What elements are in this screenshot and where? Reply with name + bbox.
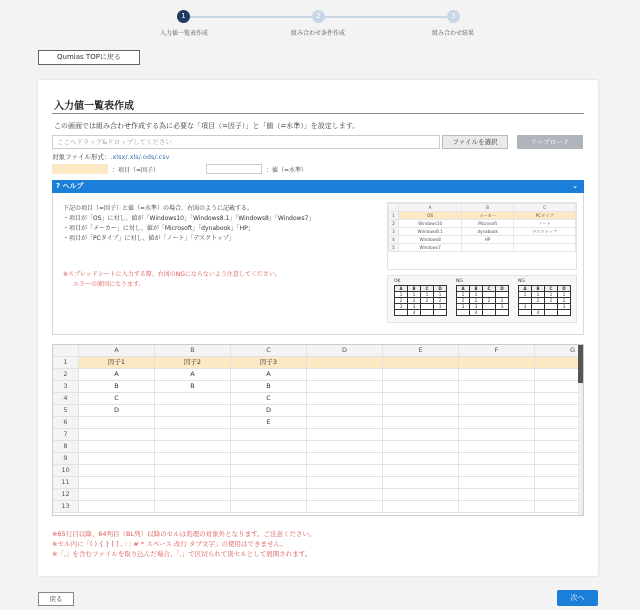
sheet-cell[interactable]: A	[79, 369, 155, 381]
back-button[interactable]: 戻る	[38, 592, 74, 606]
notes	[52, 529, 316, 559]
help-line: ・項目が「PCタイプ」に対し、値が「ノート」「デスクトップ」	[63, 235, 235, 242]
step-1-circle: 1	[177, 10, 190, 23]
step-2-circle: 2	[312, 10, 325, 23]
example-cell	[462, 244, 514, 252]
example-cell: ノート	[513, 220, 575, 228]
sheet-cell[interactable]	[231, 441, 307, 453]
sheet-cell[interactable]	[307, 453, 383, 465]
sheet-cell[interactable]	[307, 429, 383, 441]
ok-ng-cell: 1	[532, 292, 545, 298]
formats-value: .xlsx/.xls/.ods/.csv	[110, 153, 170, 161]
ok-ng-cell: A	[519, 286, 532, 292]
ok-ng-cell: D	[434, 286, 447, 292]
sheet-cell[interactable]	[79, 441, 155, 453]
value-legend-label: ：値（=水準）	[266, 167, 308, 174]
sheet-cell[interactable]	[231, 465, 307, 477]
ok-ng-cell: 2	[545, 298, 558, 304]
sheet-cell[interactable]	[155, 405, 231, 417]
ok-ng-cell: 3	[434, 304, 447, 310]
column-header[interactable]: D	[307, 345, 383, 357]
sheet-cell[interactable]	[79, 465, 155, 477]
sheet-cell[interactable]	[383, 453, 459, 465]
ok-ng-cell: D	[558, 286, 571, 292]
ng-example-2	[518, 279, 572, 316]
example-cell: Windows10	[399, 220, 462, 228]
ok-ng-cell: 1	[457, 292, 470, 298]
item-legend-label: ：項目（=因子）	[112, 167, 160, 174]
value-swatch	[206, 164, 262, 174]
sheet-cell[interactable]	[307, 501, 383, 513]
ok-ng-cell	[457, 310, 470, 316]
sheet-cell[interactable]	[535, 417, 584, 429]
ok-ng-cell: 2	[558, 298, 571, 304]
sheet-cell[interactable]	[155, 489, 231, 501]
ok-ng-cell: 4	[532, 310, 545, 316]
sheet-cell[interactable]	[535, 405, 584, 417]
sheet-cell[interactable]	[459, 477, 535, 489]
sheet-cell[interactable]	[307, 465, 383, 477]
row-header[interactable]: 4	[53, 393, 79, 405]
example-col-header: C	[513, 204, 575, 212]
ok-ng-cell: 2	[395, 298, 408, 304]
sheet-cell[interactable]: A	[155, 369, 231, 381]
file-formats	[52, 152, 169, 161]
example-col-header: A	[399, 204, 462, 212]
sheet-cell[interactable]	[459, 405, 535, 417]
ok-ng-cell: C	[483, 286, 496, 292]
progress-stepper	[0, 8, 640, 38]
ng-table	[456, 285, 509, 316]
sheet-cell[interactable]	[79, 429, 155, 441]
ok-ng-row	[395, 310, 447, 316]
row-header[interactable]: 11	[53, 477, 79, 489]
sheet-cell[interactable]	[535, 429, 584, 441]
ok-label: OK	[394, 279, 401, 284]
ok-ng-cell: A	[395, 286, 408, 292]
cell-legend	[52, 164, 352, 175]
column-header[interactable]: C	[231, 345, 307, 357]
example-row-number: 1	[389, 212, 399, 220]
select-file-button[interactable]: ファイルを選択	[442, 135, 508, 149]
ok-ng-cell: 4	[408, 310, 421, 316]
sheet-cell[interactable]: A	[231, 369, 307, 381]
title-divider	[52, 113, 584, 114]
sheet-cell[interactable]	[383, 405, 459, 417]
sheet-cell[interactable]	[307, 477, 383, 489]
ok-ng-cell	[519, 310, 532, 316]
ok-ng-cell	[395, 310, 408, 316]
ng-table	[518, 285, 571, 316]
sheet-cell[interactable]	[459, 453, 535, 465]
sheet-cell[interactable]	[231, 453, 307, 465]
sheet-cell[interactable]	[459, 501, 535, 513]
step-1-label: 入力値一覧表作成	[159, 30, 209, 37]
step-2-label: 組み合わせ条件作成	[290, 30, 346, 37]
sheet-cell[interactable]	[155, 477, 231, 489]
column-header[interactable]: E	[383, 345, 459, 357]
ok-ng-cell: 1	[421, 292, 434, 298]
sheet-cell[interactable]	[155, 441, 231, 453]
ok-ng-cell: 1	[395, 292, 408, 298]
item-swatch	[52, 164, 108, 174]
sheet-cell[interactable]	[459, 429, 535, 441]
row-header[interactable]: 10	[53, 465, 79, 477]
example-cell: PCタイプ	[513, 212, 575, 220]
sheet-cell[interactable]	[155, 417, 231, 429]
sheet-cell[interactable]	[535, 465, 584, 477]
example-cell	[513, 244, 575, 252]
next-button[interactable]: 次へ	[557, 590, 598, 606]
sheet-cell[interactable]	[155, 453, 231, 465]
ok-ng-examples	[387, 275, 577, 323]
sheet-cell[interactable]	[459, 393, 535, 405]
example-row-number: 2	[389, 220, 399, 228]
help-title: ヘルプ	[62, 182, 84, 190]
sheet-cell[interactable]	[231, 501, 307, 513]
sheet-cell[interactable]	[231, 489, 307, 501]
sheet-cell[interactable]	[459, 381, 535, 393]
sheet-cell[interactable]: B	[231, 381, 307, 393]
sheet-cell[interactable]	[383, 489, 459, 501]
sheet-cell[interactable]	[307, 369, 383, 381]
sheet-cell[interactable]	[383, 429, 459, 441]
help-content	[52, 193, 584, 335]
sheet-cell[interactable]: 因子3	[231, 357, 307, 369]
sheet-cell[interactable]	[383, 417, 459, 429]
column-header[interactable]: B	[155, 345, 231, 357]
example-cell: Microsoft	[462, 220, 514, 228]
sheet-cell[interactable]: D	[79, 405, 155, 417]
example-cell: dynabook	[462, 228, 514, 236]
sheet-cell[interactable]	[535, 477, 584, 489]
ok-ng-cell: 2	[483, 298, 496, 304]
sheet-cell[interactable]	[535, 441, 584, 453]
ok-ng-row	[457, 310, 509, 316]
example-cell: メーカー	[462, 212, 514, 220]
sheet-cell[interactable]	[79, 417, 155, 429]
page-title: 入力値一覧表作成	[54, 101, 134, 112]
ok-ng-cell: 2	[434, 298, 447, 304]
sheet-cell[interactable]	[535, 381, 584, 393]
scrollbar-thumb[interactable]	[578, 345, 583, 383]
row-header[interactable]: 12	[53, 489, 79, 501]
sheet-cell[interactable]: C	[231, 393, 307, 405]
help-warning: ※スプレッドシートに入力する際、右図のNGにならないよう注意してください。	[63, 271, 281, 278]
ok-ng-cell: 2	[532, 298, 545, 304]
row-header[interactable]: 13	[53, 501, 79, 513]
help-line: 下記の項目（=因子）と値（=水準）の場合、右図のように記載する。	[63, 205, 254, 212]
sheet-cell[interactable]: D	[231, 405, 307, 417]
sheet-cell[interactable]	[535, 369, 584, 381]
ok-ng-cell: 3	[519, 304, 532, 310]
sheet-cell[interactable]: B	[79, 381, 155, 393]
ok-ng-cell	[545, 310, 558, 316]
ok-ng-cell	[483, 310, 496, 316]
ok-ng-cell: B	[532, 286, 545, 292]
ok-table	[394, 285, 447, 316]
file-drop-zone[interactable]	[52, 135, 440, 149]
sheet-cell[interactable]	[459, 357, 535, 369]
ok-ng-row	[519, 310, 571, 316]
sheet-cell[interactable]: B	[155, 381, 231, 393]
ok-ng-cell: 3	[408, 304, 421, 310]
page-description: この画面では組み合わせ作成する為に必要な「項目（=因子）」と「値（=水準）」を設定します。	[54, 122, 360, 130]
sheet-cell[interactable]	[231, 429, 307, 441]
note-line: ※セル内に「( ) { } [ ] , : ; # * スペース 改行 タブ文字」の使用はできません。	[52, 540, 287, 548]
sheet-cell[interactable]	[535, 453, 584, 465]
ok-ng-cell: 1	[408, 292, 421, 298]
example-sheet	[387, 202, 577, 270]
ok-ng-cell: 2	[470, 298, 483, 304]
sheet-cell[interactable]	[459, 489, 535, 501]
sheet-cell[interactable]	[155, 465, 231, 477]
ok-ng-cell: 2	[496, 298, 509, 304]
ok-ng-cell: 3	[496, 304, 509, 310]
help-line: ・項目が「メーカー」に対し、値が「Microsoft」「dynabook」「HP」	[63, 225, 254, 232]
ok-ng-cell: 3	[470, 304, 483, 310]
step-3-circle: 3	[447, 10, 460, 23]
row-header[interactable]: 9	[53, 453, 79, 465]
sheet-cell[interactable]	[79, 501, 155, 513]
back-to-top-button[interactable]: Qumias TOPに戻る	[38, 50, 140, 65]
sheet-cell[interactable]	[459, 417, 535, 429]
example-cell	[513, 236, 575, 244]
row-header[interactable]: 2	[53, 369, 79, 381]
sheet-cell[interactable]	[155, 393, 231, 405]
sheet-corner	[53, 345, 79, 357]
sheet-cell[interactable]	[459, 465, 535, 477]
ok-ng-cell: 1	[434, 292, 447, 298]
note-line: ※65行目以降、64列目（BL列）以降のセルは処理の対象外となります。ご注意ください。	[52, 530, 316, 538]
step-3-label: 組み合わせ結果	[431, 30, 475, 37]
example-cell: Windows8.1	[399, 228, 462, 236]
sheet-cell[interactable]	[535, 357, 584, 369]
example-row-number: 5	[389, 244, 399, 252]
help-line: ・項目が「OS」に対し、値が「Windows10」「Windows8.1」「Windows8」「Windows7」	[63, 215, 315, 222]
main-card	[38, 80, 598, 576]
sheet-cell[interactable]	[307, 417, 383, 429]
sheet-cell[interactable]: E	[231, 417, 307, 429]
ok-ng-cell: 1	[558, 292, 571, 298]
example-cell: Windows8	[399, 236, 462, 244]
sheet-cell[interactable]	[231, 477, 307, 489]
sheet-cell[interactable]	[79, 489, 155, 501]
ok-ng-cell: 3	[457, 304, 470, 310]
ok-ng-cell: B	[408, 286, 421, 292]
sheet-cell[interactable]	[535, 501, 584, 513]
sheet-cell[interactable]	[535, 393, 584, 405]
ok-ng-cell: 3	[395, 304, 408, 310]
sheet-cell[interactable]	[459, 441, 535, 453]
ok-ng-cell: 1	[519, 292, 532, 298]
sheet-cell[interactable]: C	[79, 393, 155, 405]
example-row-number: 4	[389, 236, 399, 244]
ok-ng-cell: 2	[421, 298, 434, 304]
example-row-number: 3	[389, 228, 399, 236]
sheet-cell[interactable]	[155, 501, 231, 513]
ng-example-1	[456, 279, 510, 316]
row-header[interactable]: 5	[53, 405, 79, 417]
help-icon: ?	[56, 182, 61, 190]
sheet-cell[interactable]	[307, 381, 383, 393]
column-header[interactable]: F	[459, 345, 535, 357]
ok-ng-cell	[496, 310, 509, 316]
sheet-cell[interactable]	[383, 441, 459, 453]
ng-label: NG	[518, 279, 525, 284]
help-warning: エラーの原因になります。	[73, 281, 145, 288]
sheet-cell[interactable]	[307, 393, 383, 405]
ok-ng-cell: 2	[457, 298, 470, 304]
column-header[interactable]: G	[535, 345, 584, 357]
ok-ng-cell: 3	[558, 304, 571, 310]
sheet-cell[interactable]	[307, 489, 383, 501]
row-header[interactable]: 1	[53, 357, 79, 369]
ok-ng-cell	[558, 310, 571, 316]
sheet-cell[interactable]: 因子1	[79, 357, 155, 369]
sheet-cell[interactable]	[383, 477, 459, 489]
sheet-cell[interactable]	[383, 381, 459, 393]
example-cell: OS	[399, 212, 462, 220]
sheet-cell[interactable]: 因子2	[155, 357, 231, 369]
row-header[interactable]: 8	[53, 441, 79, 453]
ng-label: NG	[456, 279, 463, 284]
sheet-cell[interactable]	[79, 477, 155, 489]
row-header[interactable]: 6	[53, 417, 79, 429]
ok-ng-cell	[434, 310, 447, 316]
help-accordion-header[interactable]	[52, 180, 584, 193]
formats-label: 対象ファイル形式：	[52, 153, 111, 161]
sheet-cell[interactable]	[307, 441, 383, 453]
drop-zone-placeholder: ここへドラッグ&ドロップしてください	[57, 138, 173, 146]
ok-example	[394, 279, 448, 316]
ok-ng-cell: 1	[545, 292, 558, 298]
sheet-cell[interactable]	[383, 465, 459, 477]
sheet-cell[interactable]	[383, 357, 459, 369]
vertical-scrollbar[interactable]	[578, 345, 583, 516]
upload-button[interactable]: アップロード	[517, 135, 583, 149]
sheet-cell[interactable]	[307, 357, 383, 369]
row-header[interactable]: 7	[53, 429, 79, 441]
chevron-down-icon: ⌄	[572, 182, 578, 190]
sheet-cell[interactable]	[383, 393, 459, 405]
ok-ng-cell: C	[545, 286, 558, 292]
column-header[interactable]: A	[79, 345, 155, 357]
ok-ng-cell: A	[457, 286, 470, 292]
sheet-cell[interactable]	[155, 429, 231, 441]
sheet-cell[interactable]	[383, 501, 459, 513]
ok-ng-cell: B	[470, 286, 483, 292]
ok-ng-cell: D	[496, 286, 509, 292]
row-header[interactable]: 3	[53, 381, 79, 393]
sheet-cell[interactable]	[459, 369, 535, 381]
ok-ng-cell	[421, 310, 434, 316]
spreadsheet[interactable]	[52, 344, 584, 516]
ok-ng-cell: C	[421, 286, 434, 292]
sheet-cell[interactable]	[79, 453, 155, 465]
sheet-cell[interactable]	[383, 369, 459, 381]
example-cell: HP	[462, 236, 514, 244]
example-cell: デスクトップ	[513, 228, 575, 236]
sheet-cell[interactable]	[307, 405, 383, 417]
ok-ng-cell: 4	[470, 310, 483, 316]
note-line: ※「,」を含むファイルを取り込んだ場合、「,」で区切られて別セルとして展開されます。	[52, 550, 312, 558]
sheet-cell[interactable]	[535, 489, 584, 501]
ok-ng-cell: 1	[470, 292, 483, 298]
example-cell: Windows7	[399, 244, 462, 252]
example-col-header: B	[462, 204, 514, 212]
ok-ng-cell: 2	[408, 298, 421, 304]
